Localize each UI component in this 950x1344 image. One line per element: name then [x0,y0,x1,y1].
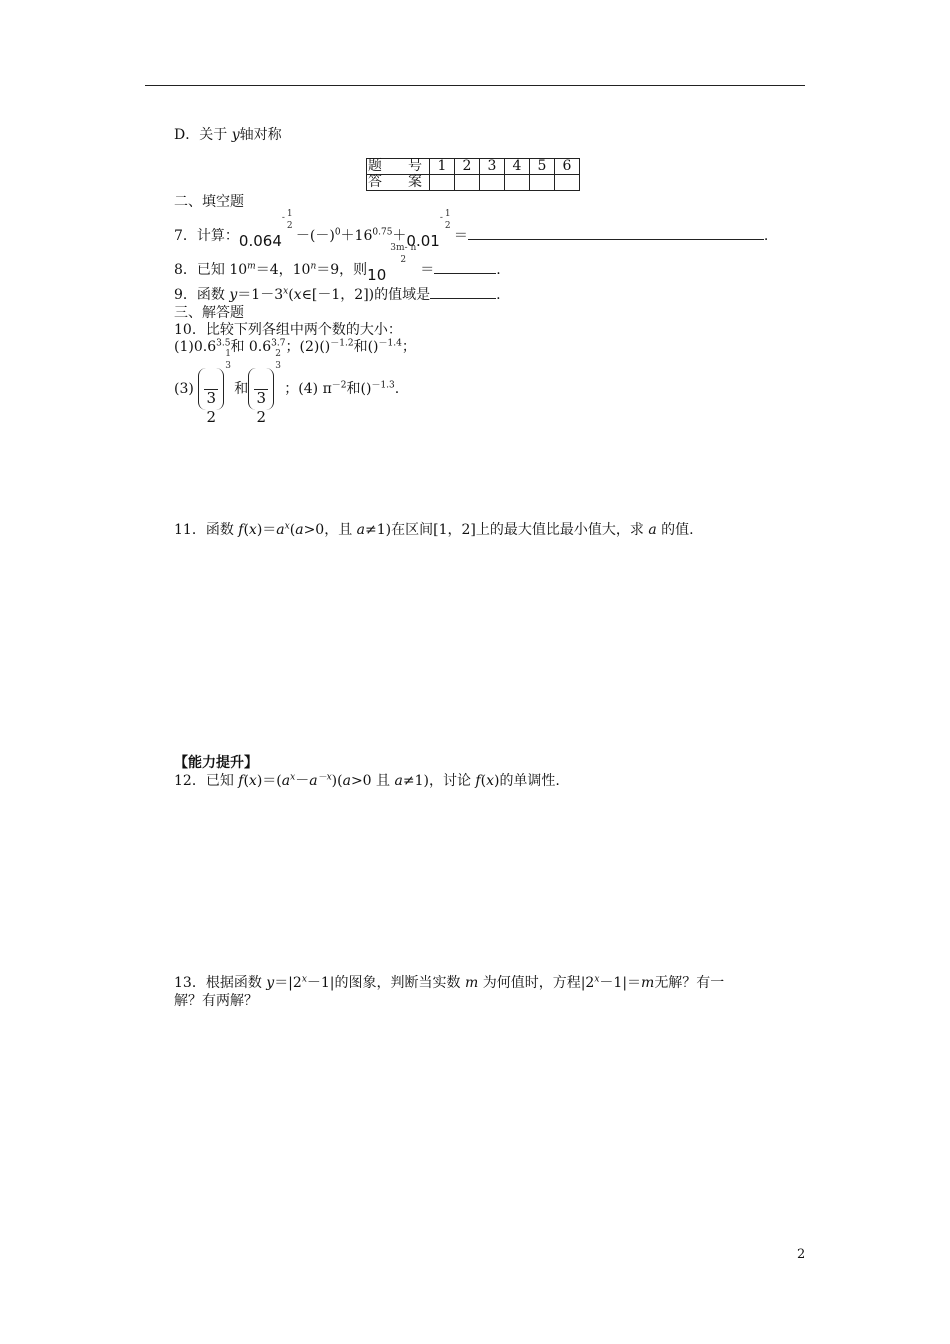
q9-domain-open: ( [288,287,294,303]
q7-label: 7．计算： [174,228,239,244]
q7-answer-blank[interactable] [468,227,764,240]
q10-exp-e [224,349,234,402]
q7-end: . [763,228,769,244]
q10-part2: ；(2)() [285,339,331,355]
q12-eq: ＝( [262,773,282,789]
q9-answer-blank[interactable] [430,286,496,299]
q10-frac2-num: 3 [256,389,267,407]
q13-body2: 为何值时，方程|2 [478,975,595,991]
q10-part4: ；(4) π [284,381,332,397]
q11-body2: )＝ [256,522,277,538]
q12-e1: x [290,772,296,783]
q12-a2: a [309,773,318,789]
q10-exp-h: －1.3 [371,380,395,391]
q9-x: x [283,286,289,297]
q7-plus16: ＋16 [340,228,373,244]
q13-y: y [266,975,275,991]
option-d-var: y [231,127,240,143]
table-cell-number: 4 [505,159,530,175]
q8-mid2: ＝9，则 [316,262,368,278]
q8-m: m [247,261,256,272]
q12-minus: － [295,773,310,789]
q10-part3: (3) [174,381,194,397]
answer-cell[interactable] [505,175,530,191]
q11-cond-a: a [295,522,304,538]
answer-cell[interactable] [555,175,580,191]
q11-a: a [276,522,285,538]
q10-and4: 和() [346,381,372,397]
question-13 [174,974,724,992]
q11-label: 11．函数 [174,522,239,538]
q10-exp-b: 3.7 [271,338,286,349]
q10-and1: 和 0.6 [230,339,272,355]
q13-eq: ＝|2 [274,975,302,991]
q10-tail2: ； [401,339,416,355]
option-d-suffix: 轴对称 [239,127,282,143]
q7-exp1-den: 2 [286,221,293,231]
q8-n: n [310,261,317,272]
q7-exp1: - 1 2 [281,209,293,231]
q13-body: －1|的图象，判断当实数 [306,975,465,991]
q10-exp-e-num: 1 [225,349,232,359]
question-10-label: 10．比较下列各组中两个数的大小： [174,322,402,338]
q13-x: x [301,974,307,985]
q12-e2: －x [317,772,332,783]
option-d-prefix: D．关于 [174,127,232,143]
q7-exp2-num: 1 [444,209,451,219]
q8-answer-blank[interactable] [434,261,496,274]
header-rule [145,85,805,86]
table-cell-number: 6 [555,159,580,175]
q11-cond2: >0，且 [303,522,357,538]
question-8 [174,243,501,284]
q7-mid-exp: 0 [334,227,341,238]
q10-exp-c: －1.2 [330,338,354,349]
q10-exp-f-den: 3 [275,361,282,371]
q9-end: . [496,287,501,303]
q8-exp-den: 2 [400,255,407,265]
question-10-parts-3-4 [174,349,400,426]
q12-x: x [248,773,257,789]
question-10-parts-1-2 [174,338,416,356]
q11-body1: ( [243,522,249,538]
q10-and2: 和() [353,339,379,355]
q10-exp-a: 3.5 [216,338,231,349]
q10-end: . [394,381,400,397]
table-label-answer: 答 案 [368,174,428,190]
q10-part1: (1)0.6 [174,339,217,355]
q10-fraction-1 [198,368,224,426]
q7-exp16: 0.75 [372,227,393,238]
q10-frac1-den: 2 [206,408,217,426]
table-row [367,159,580,175]
q12-cond2: >0 且 [350,773,395,789]
q7-base1: 0.064 [238,232,282,250]
q11-f: f [238,522,244,538]
q9-domain-var: x [293,287,302,303]
q13-body4: 无解？有一 [654,975,725,991]
q8-end: . [496,262,501,278]
q10-exp-f-num: 2 [275,349,282,359]
answer-table [366,158,580,191]
q7-plus: ＋ [392,228,407,244]
q7-exp2-den: 2 [444,221,451,231]
q10-exp-g: －2 [331,380,347,391]
q13-m2: m [641,975,655,991]
q11-cond-a2: a [356,522,366,538]
q12-ca: a [342,773,351,789]
q10-exp-e-den: 3 [225,361,232,371]
page-number: 2 [797,1247,806,1262]
answer-cell[interactable] [455,175,480,191]
q11-cond1: ( [289,522,296,538]
q11-cond3: ≠1)在区间[1，2]上的最大值比最小值大，求 [365,522,649,538]
q10-fraction-2 [248,368,274,426]
q10-and3: 和 [234,381,249,397]
answer-cell[interactable] [430,175,455,191]
q12-cond3: ≠1)，讨论 [402,773,476,789]
q7-mid: －(－) [295,228,335,244]
table-cell-number: 5 [530,159,555,175]
q7-exp2: - 1 2 [439,209,451,231]
q7-base2: 0.01 [406,232,440,250]
q13-m: m [464,975,479,991]
q11-ax: x [284,521,290,532]
q8-exp [386,243,420,270]
answer-cell[interactable] [480,175,505,191]
q12-ca2: a [394,773,403,789]
q11-x: x [248,522,257,538]
q10-frac1-num: 3 [206,389,217,407]
section2-title: 二、填空题 [174,194,244,210]
q12-f2: f [475,773,481,789]
question-12: 12．已知 $f(x)=(a^x-a^{-x})(a>0$ 且 a≠1)，讨论 f(x)的单调性. [174,772,560,789]
q11-ans-a: a [648,522,657,538]
q9-y: y [229,287,238,303]
q10-frac2-den: 2 [256,408,267,426]
q12-cond1: )( [331,773,343,789]
section3-title: 三、解答题 [174,305,244,321]
ability-title: 【能力提升】 [174,755,258,771]
q11-end: 的值. [656,522,694,538]
q8-mid1: ＝4，10 [255,262,311,278]
q8-base: 10 [367,266,387,284]
q7-exp1-num: 1 [286,209,293,219]
q10-exp-f [274,349,284,402]
q8-equals: ＝ [420,262,435,278]
question-11 [174,521,694,539]
q7-equals: ＝ [453,228,468,244]
table-cell-number: 3 [480,159,505,175]
table-row [367,175,580,191]
q9-eq: ＝1－3 [237,287,284,303]
q13-x2: x [594,974,600,985]
q12-a1: a [281,773,291,789]
q12-x2: x [486,773,494,789]
q12-label: 12．已知 [174,773,239,789]
question-7 [174,209,769,250]
table-label-number: 题 号 [368,158,428,174]
answer-cell[interactable] [530,175,555,191]
q8-label: 8．已知 10 [174,262,248,278]
q10-exp-d: －1.4 [378,338,402,349]
q9-domain: ∈[－1，2])的值域是 [301,287,431,303]
question-13-line2: 解？有两解？ [174,993,258,1009]
table-cell-number: 1 [430,159,455,175]
q9-label: 9．函数 [174,287,230,303]
q12-f: f [238,773,244,789]
q8-exp-num: 3m- n [390,243,417,253]
question-9 [174,286,501,304]
q13-body3: －1|＝ [599,975,642,991]
table-cell-number: 2 [455,159,480,175]
option-d [174,126,282,144]
q13-label: 13．根据函数 [174,975,267,991]
q12-end: 的单调性. [499,773,560,789]
